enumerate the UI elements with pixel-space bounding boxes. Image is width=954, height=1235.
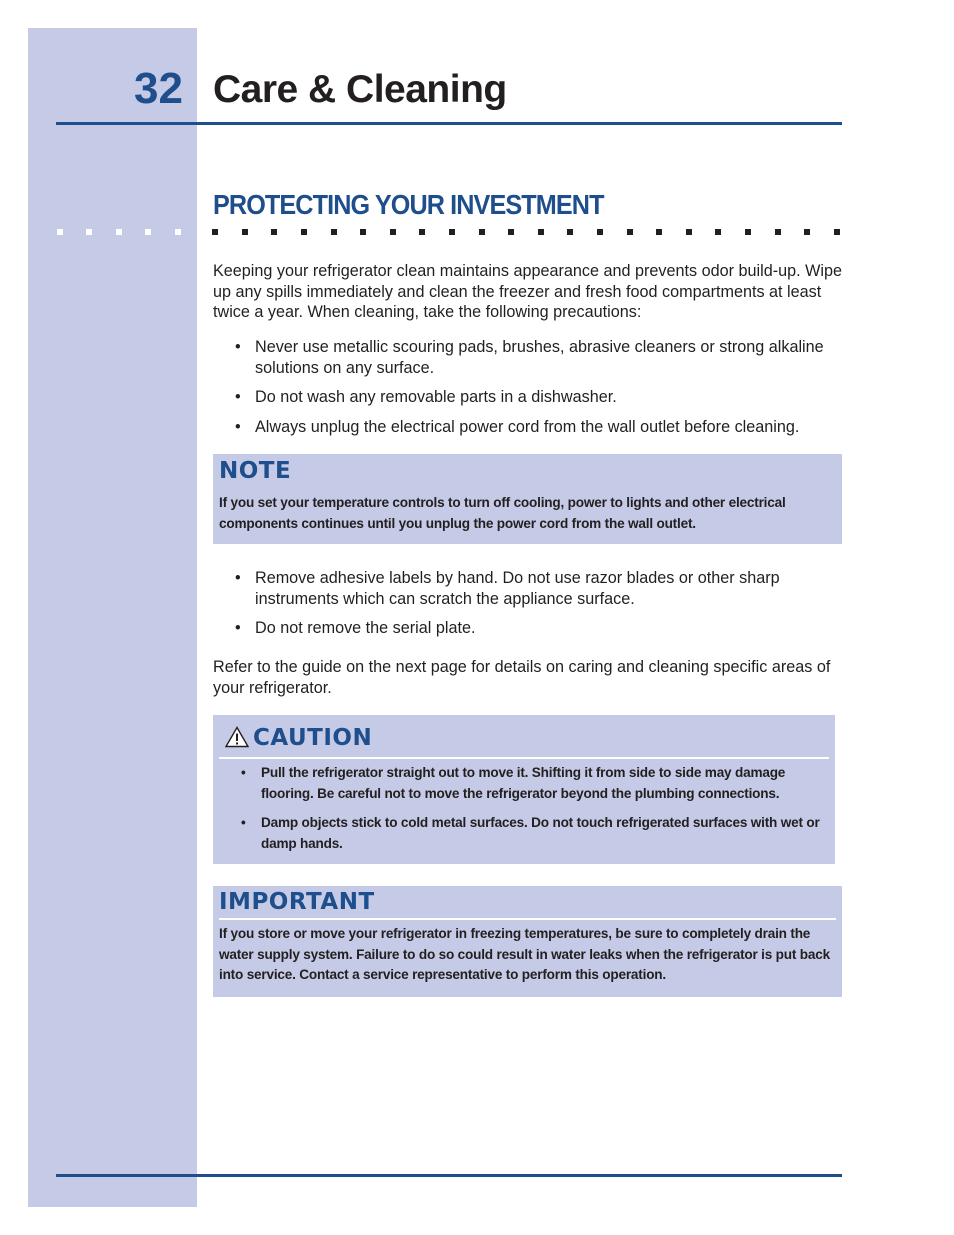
separator-dot [479,229,485,235]
separator-dot [271,229,277,235]
list-item-text: Damp objects stick to cold metal surfaces. Do not touch refrigerated surfaces with wet or damp hands. [261,815,820,851]
separator-dot [804,229,810,235]
separator-dot [686,229,692,235]
header-rule [56,122,842,125]
caution-box [213,715,835,864]
note-box [213,454,842,544]
bullet-glyph: • [235,619,241,637]
caution-underline [219,757,829,759]
bullet-glyph: • [235,417,241,436]
important-underline [219,918,836,920]
caution-heading: CAUTION [253,725,373,751]
separator-dot [567,229,573,235]
list-item [213,813,825,854]
important-text: If you store or move your refrigerator in freezing temperatures, be sure to completely drain the water supply system. Failure to do so could result in water leaks when the refrigerator is put back into service. Contact a service representative to perform this operation. [219,926,830,982]
separator-dot [57,229,63,235]
separator-dot [449,229,455,235]
separator-dot [145,229,151,235]
important-heading: IMPORTANT [219,889,375,915]
separator-dot [212,229,218,235]
separator-dot [331,229,337,235]
list-item-text: Never use metallic scouring pads, brushes, abrasive cleaners or strong alkaline solutions on any surface. [255,338,824,377]
separator-dot [597,229,603,235]
page-title: Care & Cleaning [213,68,507,111]
list-item-text: Always unplug the electrical power cord from the wall outlet before cleaning. [255,417,800,436]
list-item-text: Do not remove the serial plate. [255,619,476,637]
refer-paragraph: Refer to the guide on the next page for details on caring and cleaning specific areas of your refrigerator. [213,658,831,697]
caution-list [213,763,825,854]
separator-dot [360,229,366,235]
note-heading: NOTE [219,458,292,484]
sidebar-band [28,28,197,1207]
separator-dot [715,229,721,235]
precautions-list-2 [213,568,845,639]
list-item-text: Remove adhesive labels by hand. Do not use razor blades or other sharp instruments which can scratch the appliance surface. [255,569,780,608]
section-heading: PROTECTING YOUR INVESTMENT [213,189,604,220]
separator-dot [775,229,781,235]
footer-rule [56,1174,842,1177]
separator-dot [508,229,514,235]
separator-dot [242,229,248,235]
bullet-glyph: • [235,569,241,587]
note-text: If you set your temperature controls to turn off cooling, power to lights and other electrical components continues until you unplug the power cord from the wall outlet. [219,495,786,531]
list-item-text: Do not wash any removable parts in a dishwasher. [255,388,617,406]
separator-dot [656,229,662,235]
separator-dot [538,229,544,235]
list-item [213,337,845,378]
separator-dot [390,229,396,235]
precautions-list [213,337,845,437]
separator-dot [301,229,307,235]
caution-heading-row [225,724,372,755]
list-item [213,387,845,408]
important-box [213,886,842,997]
list-item [213,568,845,609]
separator-dot [116,229,122,235]
list-item [213,618,845,639]
list-item [213,417,845,438]
bullet-glyph: • [235,388,241,406]
separator-dot [745,229,751,235]
bullet-glyph: • [235,338,241,356]
bullet-glyph: • [241,765,246,780]
separator-dot [86,229,92,235]
separator-dot [419,229,425,235]
dotted-separator [0,229,954,235]
list-item [213,763,825,804]
separator-dot [627,229,633,235]
intro-paragraph: Keeping your refrigerator clean maintains appearance and prevents odor build-up. Wipe up any spills immediately and clean the freezer and fresh food compartments at least twice a year. When cleaning, take the following precautions: [213,262,842,321]
page-number: 32 [134,64,183,113]
separator-dot [175,229,181,235]
bullet-glyph: • [241,815,246,830]
separator-dot [834,229,840,235]
list-item-text: Pull the refrigerator straight out to move it. Shifting it from side to side may damage flooring. Be careful not to move the refrigerator beyond the plumbing connections. [261,765,786,801]
warning-triangle-icon [225,726,249,755]
